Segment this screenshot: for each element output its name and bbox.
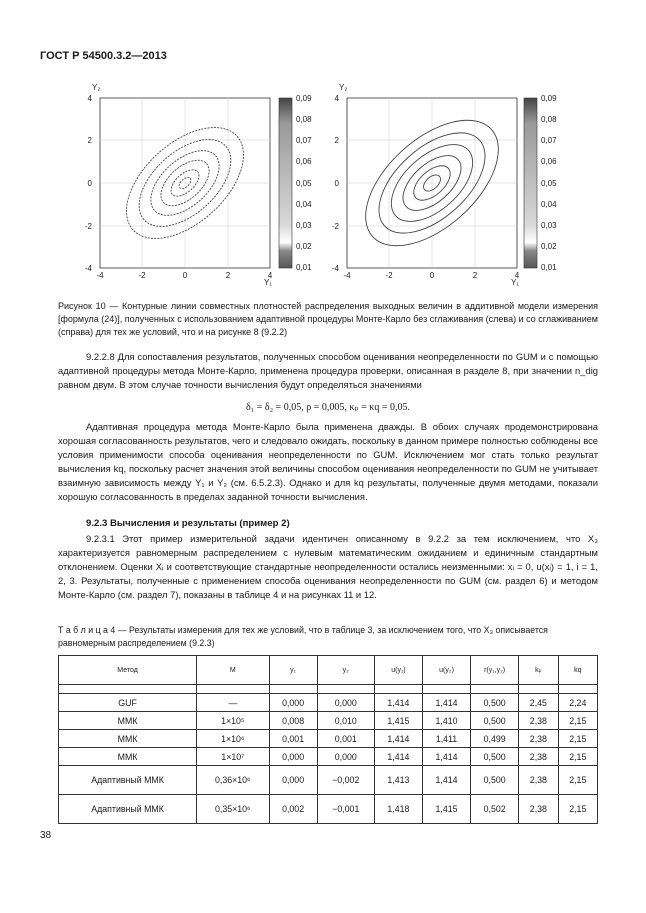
svg-text:-2: -2 (138, 271, 146, 280)
svg-text:-4: -4 (343, 271, 351, 280)
table-row: ММК 1×10⁵ 0,008 0,010 1,415 1,410 0,500 2,38 2,15 (59, 712, 598, 730)
svg-text:0,02: 0,02 (296, 242, 312, 251)
svg-text:-2: -2 (385, 271, 393, 280)
table-header-row: Метод M y₁ y₂ u(y₁) u(y₂) r(y₁,y₂) kₚ kq (59, 656, 598, 685)
formula: δ₁ = δ₂ = 0,05, ρ = 0,005, κₚ = κq = 0,05. (246, 402, 410, 413)
svg-text:0,07: 0,07 (541, 136, 557, 145)
left-y-label: Y₂ (92, 83, 101, 92)
right-contour-plot (332, 83, 557, 287)
svg-text:0,04: 0,04 (296, 200, 312, 209)
table-row: Адаптивный ММК 0,35×10⁶ 0,002 −0,001 1,418 1,415 0,502 2,38 2,15 (59, 795, 598, 824)
svg-text:0,05: 0,05 (296, 179, 312, 188)
svg-text:0: 0 (334, 179, 339, 188)
svg-text:0,04: 0,04 (541, 200, 557, 209)
svg-text:-4: -4 (331, 264, 339, 273)
svg-text:4: 4 (87, 94, 92, 103)
svg-text:0,09: 0,09 (296, 94, 312, 103)
svg-text:2: 2 (87, 136, 92, 145)
svg-text:-4: -4 (84, 264, 92, 273)
svg-text:0,03: 0,03 (296, 221, 312, 230)
right-y-label: Y₂ (339, 83, 348, 92)
table-row: GUF — 0,000 0,000 1,414 1,414 0,500 2,45 2,24 (59, 694, 598, 712)
left-x-label: Y₁ (264, 278, 273, 287)
svg-text:0,05: 0,05 (541, 179, 557, 188)
table-row: ММК 1×10⁷ 0,000 0,000 1,414 1,414 0,500 2,38 2,15 (59, 748, 598, 766)
svg-text:0,07: 0,07 (296, 136, 312, 145)
svg-text:0,03: 0,03 (541, 221, 557, 230)
svg-text:0,08: 0,08 (541, 115, 557, 124)
svg-text:2: 2 (225, 271, 231, 280)
svg-text:4: 4 (334, 94, 339, 103)
left-contour-plot (85, 83, 312, 287)
svg-text:-4: -4 (96, 271, 104, 280)
document-header: ГОСТ Р 54500.3.2—2013 (40, 50, 167, 62)
results-table (58, 655, 598, 824)
svg-text:0,06: 0,06 (541, 157, 557, 166)
svg-text:2: 2 (334, 136, 339, 145)
svg-text:0,01: 0,01 (541, 263, 557, 272)
figure-10 (0, 78, 646, 293)
svg-text:-2: -2 (331, 222, 339, 231)
table-caption: Т а б л и ц а 4 — Результаты измерения для тех же условий, что в таблице 3, за исключением того, что X₃ описывается равномерным распределением (9.2.3) (58, 625, 548, 648)
svg-text:0,06: 0,06 (296, 157, 312, 166)
svg-text:4: 4 (514, 271, 520, 280)
svg-text:0,08: 0,08 (296, 115, 312, 124)
svg-text:0,09: 0,09 (541, 94, 557, 103)
paragraph-adaptive: Адаптивная процедура метода Монте-Карло была применена дважды. В обоих случаях продемонстрирована хорошая согласованность результатов, чего и следовало ожидать, поскольку в данном примере полностью соблюдены все условия применимости способа оценивания неопределенности по GUM. Исключением мог стать только результат вычисления kq, поскольку расчет значения этой величины способом оценивания неопределенности по GUM не учитывает взаимную зависимость между Y₁ и Y₂ (см. 6.5.2.3). Однако и для kq результаты, полученные двумя методами, показали хорошую согласованность в пределах заданной точности вычисления. (58, 421, 598, 502)
paragraph-9-2-2-8: 9.2.2.8 Для сопоставления результатов, полученных способом оценивания неопределенности по GUM и с помощью адаптивной процедуры метода Монте-Карло, применена процедура проверки, описанная в разделе 8, при значении n_dig равном двум. В этом случае точности вычисления будут определяться значениями (58, 351, 598, 390)
page-number: 38 (40, 830, 52, 841)
svg-text:4: 4 (267, 271, 273, 280)
svg-text:0: 0 (182, 271, 188, 280)
table-row: ММК 1×10⁶ 0,001 0,001 1,414 1,411 0,499 2,38 2,15 (59, 730, 598, 748)
paragraph-9-2-3-1: 9.2.3.1 Этот пример измерительной задачи идентичен описанному в 9.2.2 за тем исключением, что X₃ характеризуется равномерным распределением с нулевым математическим ожиданием и единичным стандартным отклонением. Оценки Xᵢ и соответствующие стандартные неопределенности остались неизменными: xᵢ = 0, u(xᵢ) = 1, i = 1, 2, 3. Результаты, полученные с применением способа оценивания неопределенности по GUM (см. раздел 6) и методом Монте-Карло (см. раздел 7), показаны в таблице 4 и на рисунках 11 и 12. (58, 533, 598, 600)
svg-text:0,02: 0,02 (541, 242, 557, 251)
svg-text:0: 0 (429, 271, 435, 280)
right-x-label: Y₁ (511, 278, 520, 287)
table-row: Адаптивный ММК 0,36×10⁶ 0,000 −0,002 1,413 1,414 0,500 2,38 2,15 (59, 766, 598, 795)
svg-text:-2: -2 (84, 222, 92, 231)
figure-caption: Рисунок 10 — Контурные линии совместных плотностей распределения выходных величин в аддитивной модели измерения [формула (24)], полученных с использованием адаптивной процедуры Монте-Карло без сглаживания (слева) и со сглаживанием (справа) для тех же условий, что и на рисунке 8 (9.2.2) (58, 301, 598, 337)
svg-text:0: 0 (87, 179, 92, 188)
svg-text:2: 2 (472, 271, 478, 280)
svg-text:0,01: 0,01 (296, 263, 312, 272)
section-heading: 9.2.3 Вычисления и результаты (пример 2) (86, 518, 290, 529)
